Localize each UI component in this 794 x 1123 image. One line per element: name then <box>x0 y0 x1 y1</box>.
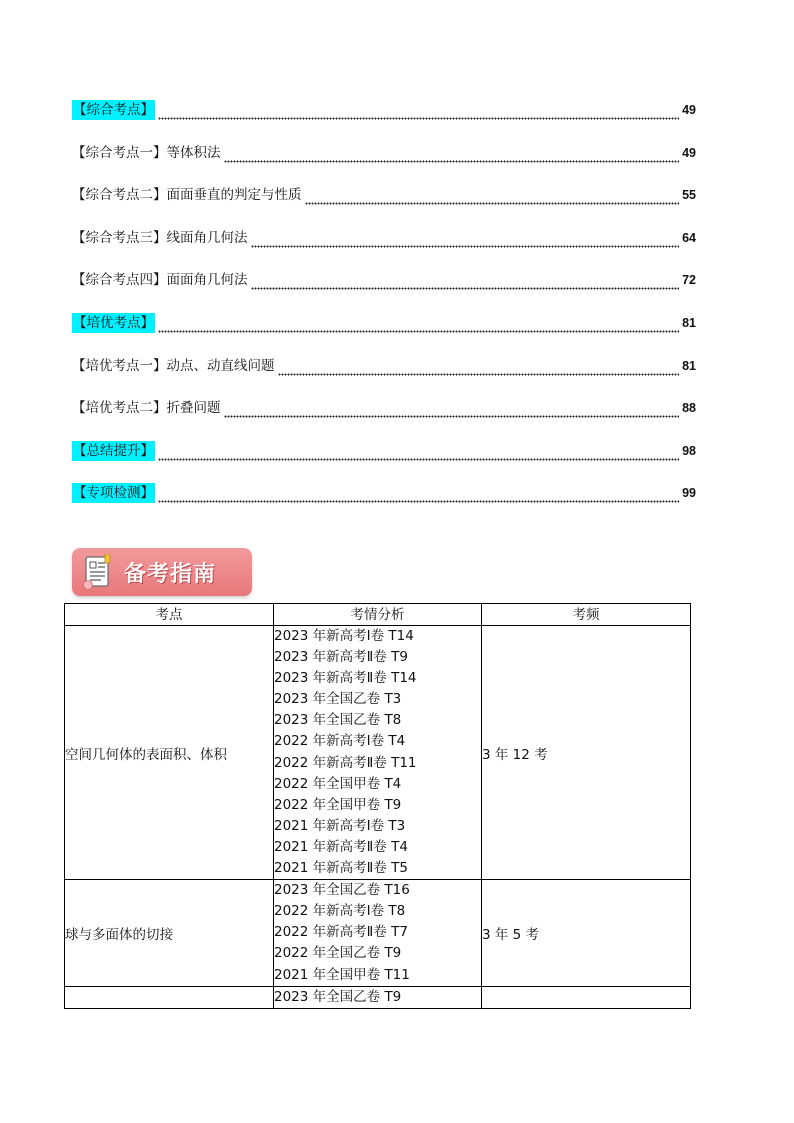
toc-title: 【综合考点四】面面角几何法 <box>72 272 248 289</box>
toc-entry[interactable] <box>72 92 696 120</box>
exam-guide-table <box>64 603 691 1009</box>
table-of-contents <box>72 92 696 518</box>
toc-entry[interactable] <box>72 220 696 248</box>
section-banner <box>72 548 252 596</box>
table-row <box>65 880 691 986</box>
toc-entry[interactable] <box>72 135 696 163</box>
analysis-cell <box>274 626 482 880</box>
toc-leader-dots <box>224 405 680 418</box>
header-topic: 考点 <box>65 604 274 626</box>
analysis-entry: 2023 年全国乙卷 T9 <box>274 988 402 1005</box>
table-row <box>65 986 691 1008</box>
toc-title: 【培优考点二】折叠问题 <box>72 400 221 417</box>
table-row <box>65 626 691 880</box>
toc-leader-dots <box>158 107 679 120</box>
frequency-cell: 3 年 12 考 <box>482 626 691 880</box>
toc-entry[interactable] <box>72 305 696 333</box>
topic-cell <box>65 986 274 1008</box>
toc-title: 【专项检测】 <box>73 485 154 502</box>
toc-leader-dots <box>305 192 680 205</box>
toc-leader-dots <box>158 448 679 461</box>
frequency-cell <box>482 986 691 1008</box>
toc-page-number: 55 <box>682 188 696 203</box>
analysis-entry: 2023 年全国乙卷 T3 <box>274 691 402 708</box>
analysis-entry: 2022 年新高考Ⅱ卷 T11 <box>274 754 417 771</box>
frequency-cell: 3 年 5 考 <box>482 880 691 986</box>
toc-leader-dots <box>158 320 679 333</box>
toc-page-number: 99 <box>682 486 696 501</box>
topic-cell: 空间几何体的表面积、体积 <box>65 626 274 880</box>
topic-cell: 球与多面体的切接 <box>65 880 274 986</box>
toc-leader-dots <box>278 363 680 376</box>
analysis-entry: 2022 年新高考Ⅰ卷 T8 <box>274 903 406 920</box>
toc-page-number: 64 <box>682 230 696 245</box>
analysis-entry: 2023 年新高考Ⅱ卷 T14 <box>274 670 417 687</box>
toc-page-number: 81 <box>682 358 696 373</box>
analysis-cell <box>274 880 482 986</box>
analysis-entry: 2021 年全国甲卷 T11 <box>274 966 410 983</box>
toc-page-number: 72 <box>682 273 696 288</box>
analysis-entry: 2022 年全国甲卷 T4 <box>274 775 402 792</box>
analysis-entry: 2023 年全国乙卷 T16 <box>274 882 410 899</box>
table-header-row <box>65 604 691 626</box>
toc-page-number: 81 <box>682 315 696 330</box>
analysis-entry: 2021 年新高考Ⅰ卷 T3 <box>274 817 406 834</box>
toc-title: 【综合考点三】线面角几何法 <box>72 229 248 246</box>
header-analysis: 考情分析 <box>274 604 482 626</box>
analysis-entry: 2021 年新高考Ⅱ卷 T4 <box>274 838 408 855</box>
document-icon <box>72 548 124 596</box>
analysis-cell <box>274 986 482 1008</box>
toc-leader-dots <box>251 235 680 248</box>
toc-entry[interactable] <box>72 348 696 376</box>
toc-entry[interactable] <box>72 475 696 503</box>
toc-leader-dots <box>251 277 680 290</box>
analysis-entry: 2021 年新高考Ⅱ卷 T5 <box>274 860 408 877</box>
analysis-entry: 2023 年全国乙卷 T8 <box>274 712 402 729</box>
header-frequency: 考频 <box>482 604 691 626</box>
toc-page-number: 49 <box>682 145 696 160</box>
toc-title: 【综合考点一】等体积法 <box>72 144 221 161</box>
toc-entry[interactable] <box>72 433 696 461</box>
toc-page-number: 98 <box>682 443 696 458</box>
analysis-entry: 2022 年全国甲卷 T9 <box>274 796 402 813</box>
analysis-entry: 2022 年新高考Ⅰ卷 T4 <box>274 733 406 750</box>
toc-title: 【培优考点】 <box>73 314 154 331</box>
toc-entry[interactable] <box>72 390 696 418</box>
toc-title: 【培优考点一】动点、动直线问题 <box>72 357 275 374</box>
toc-entry[interactable] <box>72 262 696 290</box>
analysis-entry: 2023 年新高考Ⅰ卷 T14 <box>274 628 414 644</box>
toc-title: 【总结提升】 <box>73 442 154 459</box>
analysis-entry: 2022 年全国乙卷 T9 <box>274 945 402 962</box>
toc-title: 【综合考点】 <box>73 102 154 118</box>
toc-leader-dots <box>224 150 680 163</box>
toc-page-number: 88 <box>682 401 696 416</box>
toc-leader-dots <box>158 490 679 503</box>
analysis-entry: 2023 年新高考Ⅱ卷 T9 <box>274 649 408 666</box>
banner-title: 备考指南 <box>124 561 217 587</box>
toc-title: 【综合考点二】面面垂直的判定与性质 <box>72 187 302 204</box>
analysis-entry: 2022 年新高考Ⅱ卷 T7 <box>274 924 408 941</box>
toc-page-number: 49 <box>682 103 696 117</box>
toc-entry[interactable] <box>72 177 696 205</box>
